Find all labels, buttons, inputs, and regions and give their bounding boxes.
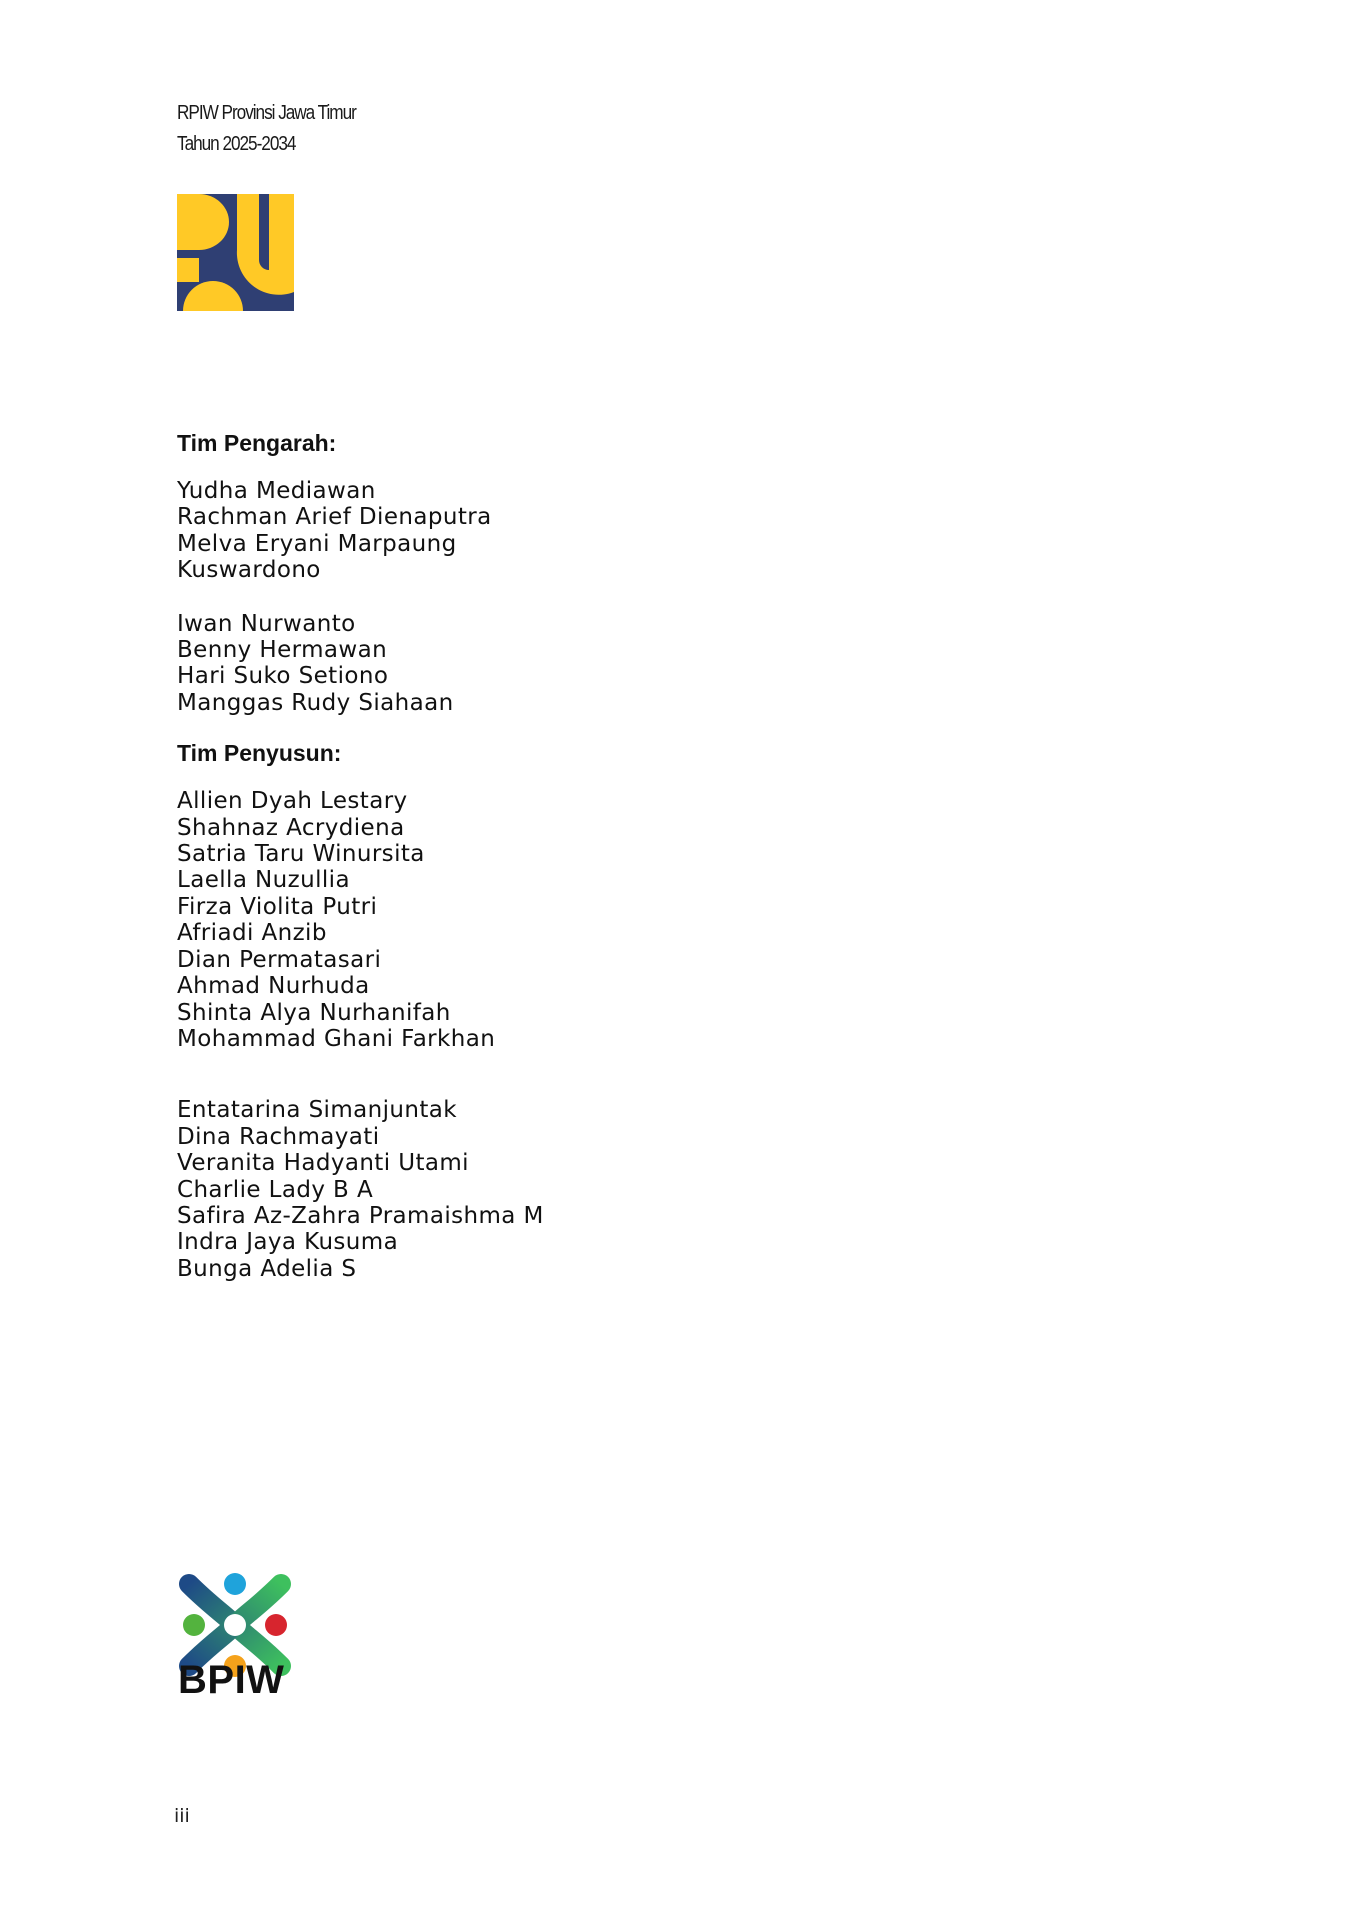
list-item: Melva Eryani Marpaung	[177, 530, 457, 557]
list-item: Benny Hermawan	[177, 637, 388, 664]
list-item: Indra Jaya Kusuma	[177, 1229, 399, 1256]
pu-logo	[177, 194, 294, 311]
list-item: Satria Taru Winursita	[177, 841, 425, 868]
list-item: Allien Dyah Lestary	[177, 788, 408, 815]
list-item: Laella Nuzullia	[177, 867, 350, 894]
list-item: Charlie Lady B A	[177, 1176, 374, 1203]
list-item: Rachman Arief Dienaputra	[177, 504, 492, 531]
list-item: Entatarina Simanjuntak	[177, 1097, 458, 1124]
list-item: Veranita Hadyanti Utami	[177, 1150, 469, 1177]
list-item: Iwan Nurwanto	[177, 610, 356, 637]
team-list	[177, 428, 977, 1282]
pengarah-group-2	[177, 611, 977, 717]
list-item: Manggas Rudy Siahaan	[177, 689, 454, 716]
list-item: Yudha Mediawan	[177, 478, 376, 504]
list-item: Bunga Adelia S	[177, 1255, 357, 1282]
list-item: Shahnaz Acrydiena	[177, 814, 405, 841]
list-item: Safira Az-Zahra Pramaishma M	[177, 1202, 544, 1229]
list-item: Dian Permatasari	[177, 946, 382, 973]
header-period: Tahun 2025-2034	[177, 133, 296, 155]
section-title-pengarah: Tim Pengarah:	[177, 430, 337, 456]
list-item: Dina Rachmayati	[177, 1123, 380, 1150]
list-item: Kuswardono	[177, 557, 321, 584]
list-item: Mohammad Ghani Farkhan	[177, 1025, 496, 1052]
pengarah-group-1	[177, 478, 977, 584]
penyusun-group-1	[177, 788, 977, 1052]
penyusun-group-2	[177, 1097, 977, 1282]
list-item: Shinta Alya Nurhanifah	[177, 999, 451, 1026]
list-item: Hari Suko Setiono	[177, 663, 389, 690]
list-item: Afriadi Anzib	[177, 920, 327, 947]
list-item: Firza Violita Putri	[177, 893, 378, 920]
section-title-penyusun: Tim Penyusun:	[177, 740, 342, 767]
list-item: Ahmad Nurhuda	[177, 973, 370, 1000]
page-number: iii	[174, 1805, 190, 1827]
bpiw-logo-text: BPIW	[178, 1658, 285, 1702]
header-title: RPIW Provinsi Jawa Timur	[177, 102, 356, 124]
document-header	[177, 98, 356, 160]
